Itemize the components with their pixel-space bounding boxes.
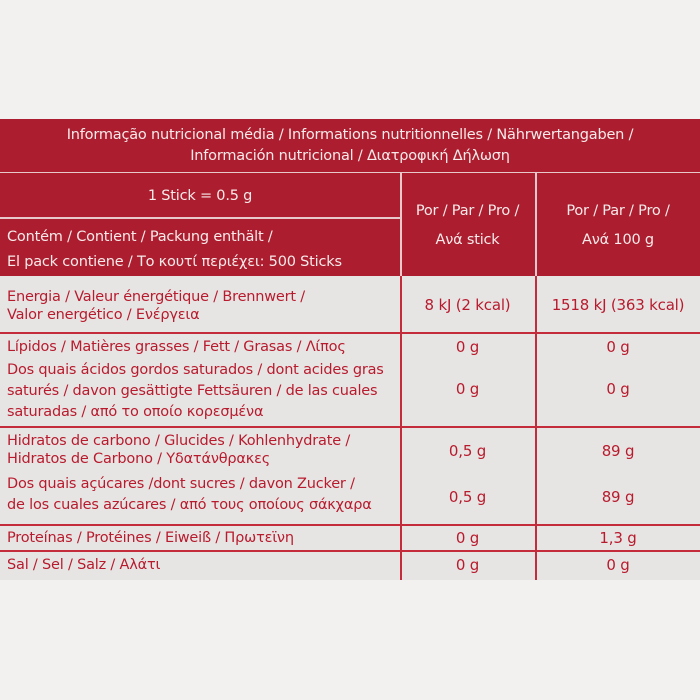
fat-label: Lípidos / Matières grasses / Fett / Grasas / Λίπος <box>7 339 346 355</box>
fat-per-stick: 0 g <box>455 338 480 356</box>
saturates-per-100g: 0 g <box>606 380 630 398</box>
carbs-per-100g: 89 g <box>601 442 635 460</box>
serving-size: 1 Stick = 0.5 g <box>147 188 253 204</box>
title-line-1: Informação nutricional média / Informations nutritionnelles / Nährwertangaben / <box>66 127 634 143</box>
salt-per-stick: 0 g <box>455 556 480 574</box>
salt-per-100g: 0 g <box>606 556 630 574</box>
energy-per-stick: 8 kJ (2 kcal) <box>424 296 511 314</box>
energy-label-line-1: Energia / Valeur énergétique / Brennwert / <box>7 289 305 305</box>
carbs-label-line-1: Hidratos de carbono / Glucides / Kohlenhydrate / <box>7 433 351 449</box>
col-header-per-stick-line-1: Por / Par / Pro / <box>415 203 520 219</box>
row-carbohydrate <box>0 427 700 524</box>
carbs-label-line-2: Hidratos de Carbono / Υδατάνθρακες <box>7 451 271 467</box>
header-inner-divider <box>0 217 400 219</box>
nutrition-table <box>0 119 700 580</box>
header-col-divider-1 <box>400 173 402 276</box>
col-header-per-100g-line-2: Ανά 100 g <box>582 232 654 248</box>
header-band <box>0 173 700 276</box>
title-line-2: Información nutricional / Διατροφική Δήλωση <box>190 148 510 164</box>
energy-label-line-2: Valor energético / Ενέργεια <box>7 307 200 323</box>
protein-per-stick: 0 g <box>455 529 480 547</box>
row-energy <box>0 276 700 332</box>
saturates-label-line-1: Dos quais ácidos gordos saturados / dont acides gras <box>7 362 384 378</box>
energy-per-100g: 1518 kJ (363 kcal) <box>551 296 685 314</box>
protein-label: Proteínas / Protéines / Eiweiß / Πρωτεϊνη <box>7 530 294 546</box>
row-salt <box>0 551 700 580</box>
sugars-label-line-2: de los cuales azúcares / από τους οποίους σάκχαρα <box>7 497 372 513</box>
sugars-label-line-1: Dos quais açúcares /dont sucres / davon Zucker / <box>7 476 355 492</box>
saturates-label-line-2: saturés / davon gesättigte Fettsäuren / de las cuales <box>7 383 378 399</box>
package-contents-line-2: El pack contiene / Το κουτί περιέχει: 500 Sticks <box>7 254 342 270</box>
sugars-per-stick: 0,5 g <box>448 488 487 506</box>
col-header-per-stick-line-2: Ανά stick <box>435 232 500 248</box>
saturates-label-line-3: saturadas / από το οποίο κορεσμένα <box>7 404 264 420</box>
protein-per-100g: 1,3 g <box>599 529 637 547</box>
carbs-per-stick: 0,5 g <box>448 442 487 460</box>
col-header-per-100g-line-1: Por / Par / Pro / <box>566 203 670 219</box>
salt-label: Sal / Sel / Salz / Αλάτι <box>7 557 161 573</box>
row-protein <box>0 525 700 550</box>
package-contents-line-1: Contém / Contient / Packung enthält / <box>7 229 273 245</box>
header-col-divider-2 <box>535 173 537 276</box>
sugars-per-100g: 89 g <box>601 488 635 506</box>
fat-per-100g: 0 g <box>606 338 630 356</box>
saturates-per-stick: 0 g <box>455 380 480 398</box>
title-band <box>0 119 700 172</box>
